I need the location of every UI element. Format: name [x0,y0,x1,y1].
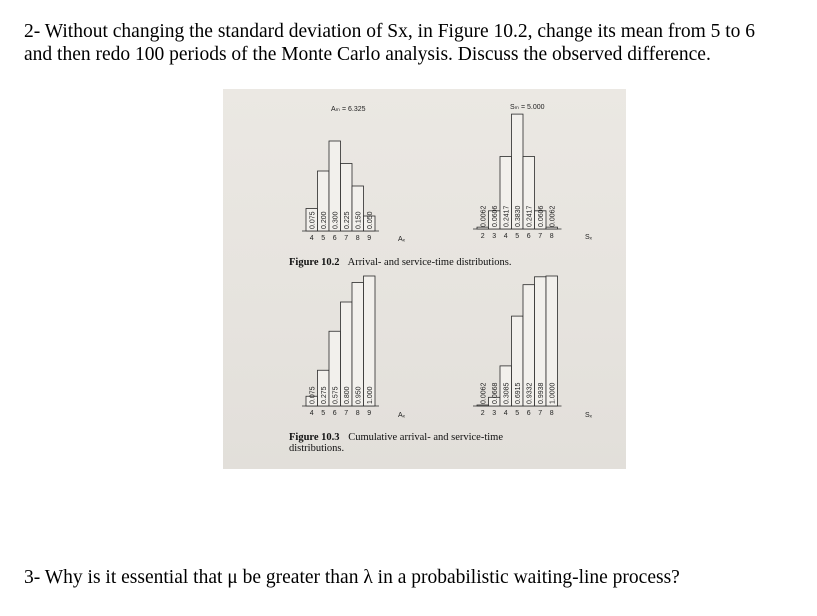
fig2-arrival-tick-label: 4 [309,235,314,242]
fig3-service-tick-label: 3 [492,410,497,417]
fig2-service-prob-label: 0.3830 [514,205,522,227]
fig3-service-prob-label: 1.0000 [549,382,557,404]
fig3-service-tick-label: 2 [480,410,485,417]
fig3-service-tick-label: 5 [515,410,520,417]
fig2-arrival-prob-label: 0.075 [309,211,317,229]
fig3-service-prob-label: 0.3085 [503,382,511,404]
figure-10-3-caption-line-2: distributions. [289,443,345,454]
service-axis-label: Sₓ [585,234,592,241]
fig3-arrival-tick-label: 9 [367,410,372,417]
figure-10-2-label: Figure 10.2 [289,257,340,268]
service-mean-label: Sₘ = 5.000 [510,104,545,111]
fig3-service-prob-label: 0.0062 [480,382,488,404]
fig2-arrival-prob-label: 0.225 [343,211,351,229]
cum-service-axis-label: Sₓ [585,412,592,419]
fig2-service-tick-label: 4 [503,233,508,240]
fig2-service-tick-label: 3 [492,233,497,240]
fig2-arrival-prob-label: 0.200 [320,211,328,229]
fig2-arrival-tick-label: 9 [367,235,372,242]
fig2-arrival-prob-label: 0.050 [366,211,374,229]
fig3-arrival-tick-label: 8 [355,410,360,417]
fig2-service-tick-label: 2 [480,233,485,240]
fig3-service-tick-label: 6 [526,410,531,417]
fig2-arrival-tick-label: 6 [332,235,337,242]
svg-text:Figure 10.3 Cumulative a [289,432,503,443]
textbook-figures [223,89,626,469]
question-2 [24,20,804,66]
fig2-service-tick-label: 7 [538,233,543,240]
fig2-service-prob-label: 0.2417 [503,205,511,227]
fig2-service-prob-label: 0.2417 [526,205,534,227]
fig2-service-prob-label: 0.0606 [491,205,499,227]
fig3-arrival-tick-label: 6 [332,410,337,417]
fig3-service-bar [477,405,489,406]
fig2-arrival-tick-label: 7 [344,235,349,242]
fig2-service-prob-label: 0.0606 [537,205,545,227]
cum-arrival-axis-label: Aₓ [398,412,405,419]
fig2-arrival-prob-label: 0.300 [332,211,340,229]
fig3-service-tick-label: 8 [549,410,554,417]
fig3-service-tick-label: 7 [538,410,543,417]
fig3-arrival-tick-label: 7 [344,410,349,417]
svg-text:Figure 10.2 Arrival- and [289,257,511,268]
fig2-arrival-prob-label: 0.150 [355,211,363,229]
arrival-axis-label: Aₓ [398,236,405,243]
question-2-line-2: and then redo 100 periods of the Monte Carlo analysis. Discuss the observed difference. [24,44,711,65]
fig3-arrival-prob-label: 0.275 [320,386,328,404]
fig3-arrival-prob-label: 0.575 [332,386,340,404]
fig2-service-prob-label: 0.0062 [549,205,557,227]
arrival-mean-label: Aₘ = 6.325 [331,106,366,113]
textbook-figure-photo [223,89,626,469]
fig3-service-prob-label: 0.6915 [514,382,522,404]
fig3-arrival-tick-label: 4 [309,410,314,417]
fig3-service-prob-label: 0.9332 [526,382,534,404]
fig3-arrival-tick-label: 5 [321,410,326,417]
question-2-line-1: 2- Without changing the standard deviation of Sx, in Figure 10.2, change its mean from 5 to 6 [24,21,756,42]
fig2-service-prob-label: 0.0062 [480,205,488,227]
figure-10-3-caption: Cumulative arrival- and service-time [348,432,504,443]
fig3-arrival-prob-label: 1.000 [366,386,374,404]
fig2-service-tick-label: 8 [549,233,554,240]
figure-10-3-label: Figure 10.3 [289,432,340,443]
fig3-service-prob-label: 0.0668 [491,382,499,404]
fig2-arrival-tick-label: 5 [321,235,326,242]
figure-10-2-caption: Arrival- and service-time distributions. [347,257,512,268]
fig2-service-tick-label: 6 [526,233,531,240]
fig2-service-tick-label: 5 [515,233,520,240]
fig3-arrival-prob-label: 0.800 [343,386,351,404]
fig2-arrival-tick-label: 8 [355,235,360,242]
fig3-service-prob-label: 0.9938 [537,382,545,404]
question-3: 3- Why is it essential that μ be greater than λ in a probabilistic waiting-line process? [24,567,680,588]
fig3-service-tick-label: 4 [503,410,508,417]
fig3-arrival-prob-label: 0.950 [355,386,363,404]
fig3-arrival-prob-label: 0.075 [309,386,317,404]
